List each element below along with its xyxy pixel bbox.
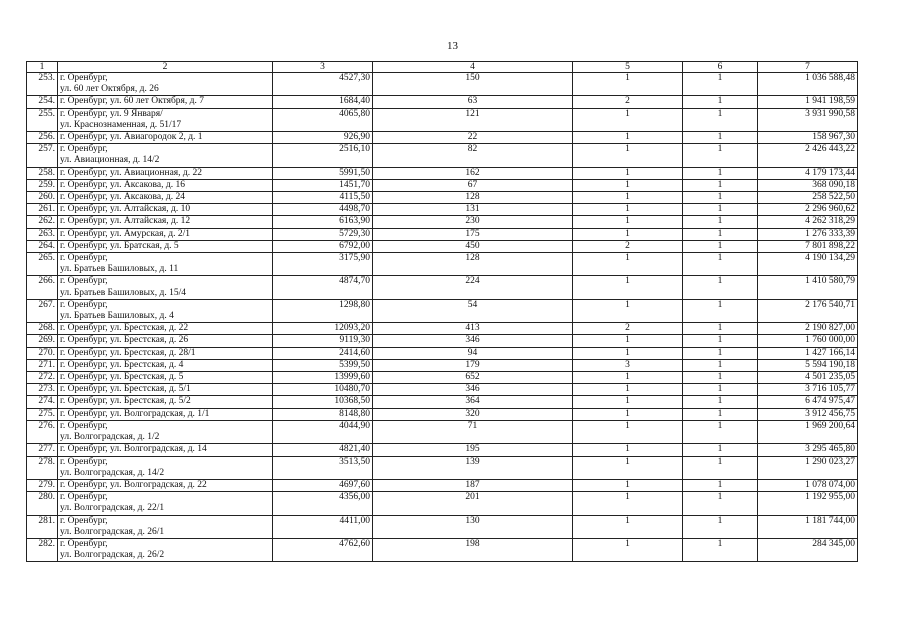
column-5-cell: 1 (573, 515, 683, 538)
table-body (27, 73, 858, 562)
cost-cell: 1 760 000,00 (758, 335, 858, 347)
area-cell: 1684,40 (273, 96, 373, 108)
table-row (27, 384, 858, 396)
column-6-cell: 1 (683, 420, 758, 443)
address-cell (58, 479, 273, 491)
address-cell (58, 323, 273, 335)
residents-cell: 22 (373, 132, 573, 144)
column-6-cell: 1 (683, 253, 758, 276)
address-line: г. Оренбург, ул. Алтайская, д. 10 (60, 204, 191, 215)
cost-cell: 4 262 318,29 (758, 216, 858, 228)
table-row (27, 299, 858, 322)
table-row (27, 73, 858, 96)
residents-cell: 224 (373, 276, 573, 299)
address-line: г. Оренбург, ул. 60 лет Октября, д. 7 (60, 96, 204, 107)
cost-cell: 1 276 333,39 (758, 228, 858, 240)
column-header: 1 (27, 62, 58, 73)
column-5-cell: 2 (573, 240, 683, 252)
address-line: г. Оренбург, (60, 253, 108, 264)
column-5-cell: 1 (573, 253, 683, 276)
area-cell: 4821,40 (273, 444, 373, 456)
address-cell (58, 132, 273, 144)
column-6-cell: 1 (683, 192, 758, 204)
cost-cell: 2 190 827,00 (758, 323, 858, 335)
row-number: 261. (27, 204, 58, 216)
address-line: г. Оренбург, (60, 144, 108, 155)
table-row (27, 167, 858, 179)
row-number: 267. (27, 299, 58, 322)
column-6-cell: 1 (683, 299, 758, 322)
column-5-cell: 3 (573, 359, 683, 371)
address-cell (58, 515, 273, 538)
column-6-cell: 1 (683, 216, 758, 228)
residents-cell: 128 (373, 253, 573, 276)
address-line: ул. Волгоградская, д. 14/2 (60, 467, 165, 478)
address-cell (58, 347, 273, 359)
address-cell (58, 167, 273, 179)
area-cell: 10480,70 (273, 384, 373, 396)
column-5-cell: 1 (573, 228, 683, 240)
residents-cell: 130 (373, 515, 573, 538)
housing-registry-table (26, 61, 858, 562)
area-cell: 4065,80 (273, 108, 373, 131)
address-cell (58, 216, 273, 228)
area-cell: 6163,90 (273, 216, 373, 228)
area-cell: 4527,30 (273, 73, 373, 96)
residents-cell: 121 (373, 108, 573, 131)
address-line: г. Оренбург, ул. Волгоградская, д. 14 (60, 444, 207, 455)
table-row (27, 144, 858, 167)
address-line: г. Оренбург, (60, 73, 108, 83)
cost-cell: 4 501 235,05 (758, 372, 858, 384)
address-line: г. Оренбург, ул. Авиагородок 2, д. 1 (60, 132, 203, 143)
address-line: г. Оренбург, ул. Волгоградская, д. 1/1 (60, 408, 210, 419)
column-header: 3 (273, 62, 373, 73)
column-6-cell: 1 (683, 335, 758, 347)
row-number: 253. (27, 73, 58, 96)
column-5-cell: 1 (573, 456, 683, 479)
cost-cell: 6 474 975,47 (758, 396, 858, 408)
address-line: ул. 60 лет Октября, д. 26 (60, 84, 159, 95)
address-cell (58, 253, 273, 276)
cost-cell: 158 967,30 (758, 132, 858, 144)
column-6-cell: 1 (683, 372, 758, 384)
cost-cell: 3 295 465,80 (758, 444, 858, 456)
column-6-cell: 1 (683, 179, 758, 191)
area-cell: 4115,50 (273, 192, 373, 204)
address-cell (58, 276, 273, 299)
column-6-cell: 1 (683, 276, 758, 299)
residents-cell: 162 (373, 167, 573, 179)
row-number: 272. (27, 372, 58, 384)
address-cell (58, 444, 273, 456)
table-row (27, 347, 858, 359)
column-5-cell: 1 (573, 479, 683, 491)
row-number: 269. (27, 335, 58, 347)
row-number: 254. (27, 96, 58, 108)
cost-cell: 5 594 190,18 (758, 359, 858, 371)
table-row (27, 253, 858, 276)
column-5-cell: 1 (573, 108, 683, 131)
residents-cell: 346 (373, 335, 573, 347)
column-6-cell: 1 (683, 347, 758, 359)
residents-cell: 320 (373, 408, 573, 420)
cost-cell: 1 410 580,79 (758, 276, 858, 299)
address-line: ул. Братьев Башиловых, д. 15/4 (60, 287, 186, 298)
header-row (27, 62, 858, 73)
row-number: 270. (27, 347, 58, 359)
residents-cell: 413 (373, 323, 573, 335)
cost-cell: 3 912 456,75 (758, 408, 858, 420)
residents-cell: 230 (373, 216, 573, 228)
column-header: 7 (758, 62, 858, 73)
row-number: 276. (27, 420, 58, 443)
address-line: ул. Краснознаменная, д. 51/17 (60, 119, 182, 130)
residents-cell: 346 (373, 384, 573, 396)
cost-cell: 3 716 105,77 (758, 384, 858, 396)
row-number: 275. (27, 408, 58, 420)
column-5-cell: 1 (573, 216, 683, 228)
address-line: г. Оренбург, (60, 538, 108, 549)
address-line: г. Оренбург, ул. Брестская, д. 28/1 (60, 347, 196, 358)
row-number: 264. (27, 240, 58, 252)
address-line: г. Оренбург, ул. Волгоградская, д. 22 (60, 479, 207, 490)
address-cell (58, 420, 273, 443)
address-line: г. Оренбург, ул. Брестская, д. 22 (60, 323, 189, 334)
area-cell: 3513,50 (273, 456, 373, 479)
residents-cell: 82 (373, 144, 573, 167)
table-row (27, 228, 858, 240)
cost-cell: 3 931 990,58 (758, 108, 858, 131)
table-row (27, 216, 858, 228)
address-line: г. Оренбург, ул. Алтайская, д. 12 (60, 216, 191, 227)
column-6-cell: 1 (683, 408, 758, 420)
residents-cell: 131 (373, 204, 573, 216)
residents-cell: 63 (373, 96, 573, 108)
cost-cell: 1 427 166,14 (758, 347, 858, 359)
column-6-cell: 1 (683, 108, 758, 131)
area-cell: 4356,00 (273, 492, 373, 515)
column-5-cell: 1 (573, 492, 683, 515)
residents-cell: 128 (373, 192, 573, 204)
address-line: г. Оренбург, (60, 515, 108, 526)
residents-cell: 175 (373, 228, 573, 240)
area-cell: 5729,30 (273, 228, 373, 240)
area-cell: 10368,50 (273, 396, 373, 408)
column-5-cell: 1 (573, 132, 683, 144)
table-row (27, 204, 858, 216)
table-row (27, 396, 858, 408)
column-5-cell: 1 (573, 299, 683, 322)
area-cell: 4762,60 (273, 538, 373, 561)
address-cell (58, 384, 273, 396)
row-number: 262. (27, 216, 58, 228)
cost-cell: 2 426 443,22 (758, 144, 858, 167)
address-line: ул. Волгоградская, д. 1/2 (60, 432, 160, 443)
table-row (27, 372, 858, 384)
table-row (27, 515, 858, 538)
address-line: г. Оренбург, ул. Брестская, д. 5 (60, 372, 184, 383)
residents-cell: 67 (373, 179, 573, 191)
area-cell: 5399,50 (273, 359, 373, 371)
address-line: г. Оренбург, (60, 456, 108, 467)
column-5-cell: 1 (573, 384, 683, 396)
row-number: 260. (27, 192, 58, 204)
address-cell (58, 108, 273, 131)
column-6-cell: 1 (683, 492, 758, 515)
cost-cell: 4 179 173,44 (758, 167, 858, 179)
address-cell (58, 372, 273, 384)
column-header: 4 (373, 62, 573, 73)
residents-cell: 652 (373, 372, 573, 384)
cost-cell: 1 181 744,00 (758, 515, 858, 538)
column-6-cell: 1 (683, 323, 758, 335)
address-cell (58, 299, 273, 322)
area-cell: 4411,00 (273, 515, 373, 538)
residents-cell: 150 (373, 73, 573, 96)
column-6-cell: 1 (683, 456, 758, 479)
address-cell (58, 96, 273, 108)
address-line: ул. Братьев Башиловых, д. 4 (60, 311, 174, 322)
column-6-cell: 1 (683, 73, 758, 96)
address-line: ул. Волгоградская, д. 26/1 (60, 526, 165, 537)
address-line: ул. Волгоградская, д. 22/1 (60, 503, 165, 514)
address-line: г. Оренбург, ул. Брестская, д. 26 (60, 335, 189, 346)
address-cell (58, 228, 273, 240)
area-cell: 4697,60 (273, 479, 373, 491)
column-6-cell: 1 (683, 538, 758, 561)
table-row (27, 359, 858, 371)
column-6-cell: 1 (683, 479, 758, 491)
cost-cell: 2 176 540,71 (758, 299, 858, 322)
row-number: 280. (27, 492, 58, 515)
cost-cell: 1 969 200,64 (758, 420, 858, 443)
residents-cell: 198 (373, 538, 573, 561)
area-cell: 6792,00 (273, 240, 373, 252)
residents-cell: 54 (373, 299, 573, 322)
address-line: ул. Волгоградская, д. 26/2 (60, 550, 165, 561)
residents-cell: 187 (373, 479, 573, 491)
row-number: 259. (27, 179, 58, 191)
column-5-cell: 1 (573, 144, 683, 167)
address-cell (58, 240, 273, 252)
cost-cell: 2 296 960,62 (758, 204, 858, 216)
table-row (27, 538, 858, 561)
column-5-cell: 1 (573, 73, 683, 96)
address-cell (58, 73, 273, 96)
column-5-cell: 1 (573, 335, 683, 347)
row-number: 277. (27, 444, 58, 456)
row-number: 268. (27, 323, 58, 335)
row-number: 257. (27, 144, 58, 167)
column-5-cell: 2 (573, 323, 683, 335)
table-row (27, 108, 858, 131)
address-line: ул. Авиационная, д. 14/2 (60, 155, 160, 166)
address-cell (58, 538, 273, 561)
column-6-cell: 1 (683, 515, 758, 538)
row-number: 274. (27, 396, 58, 408)
column-6-cell: 1 (683, 132, 758, 144)
table-row (27, 323, 858, 335)
table-row (27, 240, 858, 252)
column-5-cell: 1 (573, 408, 683, 420)
cost-cell: 1 036 588,48 (758, 73, 858, 96)
column-6-cell: 1 (683, 144, 758, 167)
residents-cell: 179 (373, 359, 573, 371)
area-cell: 13999,60 (273, 372, 373, 384)
column-6-cell: 1 (683, 96, 758, 108)
row-number: 271. (27, 359, 58, 371)
address-cell (58, 204, 273, 216)
column-6-cell: 1 (683, 359, 758, 371)
area-cell: 12093,20 (273, 323, 373, 335)
cost-cell: 1 192 955,00 (758, 492, 858, 515)
row-number: 281. (27, 515, 58, 538)
cost-cell: 258 522,50 (758, 192, 858, 204)
table-row (27, 96, 858, 108)
row-number: 266. (27, 276, 58, 299)
address-cell (58, 144, 273, 167)
area-cell: 4498,70 (273, 204, 373, 216)
table-row (27, 492, 858, 515)
table-row (27, 444, 858, 456)
address-line: г. Оренбург, (60, 276, 108, 287)
column-6-cell: 1 (683, 167, 758, 179)
area-cell: 5991,50 (273, 167, 373, 179)
column-6-cell: 1 (683, 396, 758, 408)
cost-cell: 1 078 074,00 (758, 479, 858, 491)
residents-cell: 94 (373, 347, 573, 359)
column-5-cell: 1 (573, 420, 683, 443)
area-cell: 9119,30 (273, 335, 373, 347)
row-number: 265. (27, 253, 58, 276)
residents-cell: 71 (373, 420, 573, 443)
table-row (27, 276, 858, 299)
row-number: 258. (27, 167, 58, 179)
row-number: 282. (27, 538, 58, 561)
table-row (27, 179, 858, 191)
row-number: 273. (27, 384, 58, 396)
table-row (27, 132, 858, 144)
area-cell: 4044,90 (273, 420, 373, 443)
address-line: г. Оренбург, (60, 492, 108, 503)
area-cell: 3175,90 (273, 253, 373, 276)
address-line: г. Оренбург, ул. Брестская, д. 5/1 (60, 384, 191, 395)
area-cell: 1298,80 (273, 299, 373, 322)
page-number: 13 (447, 40, 458, 52)
cost-cell: 368 090,18 (758, 179, 858, 191)
column-6-cell: 1 (683, 444, 758, 456)
column-header: 5 (573, 62, 683, 73)
column-5-cell: 1 (573, 538, 683, 561)
column-5-cell: 1 (573, 276, 683, 299)
area-cell: 2516,10 (273, 144, 373, 167)
cost-cell: 284 345,00 (758, 538, 858, 561)
table-row (27, 192, 858, 204)
residents-cell: 201 (373, 492, 573, 515)
row-number: 263. (27, 228, 58, 240)
area-cell: 2414,60 (273, 347, 373, 359)
address-line: г. Оренбург, ул. Брестская, д. 4 (60, 359, 184, 370)
column-5-cell: 1 (573, 167, 683, 179)
address-line: г. Оренбург, ул. Аксакова, д. 24 (60, 192, 185, 203)
area-cell: 926,90 (273, 132, 373, 144)
residents-cell: 450 (373, 240, 573, 252)
address-cell (58, 492, 273, 515)
area-cell: 1451,70 (273, 179, 373, 191)
address-cell (58, 396, 273, 408)
table-row (27, 479, 858, 491)
table-row (27, 408, 858, 420)
cost-cell: 4 190 134,29 (758, 253, 858, 276)
address-cell (58, 359, 273, 371)
column-5-cell: 1 (573, 204, 683, 216)
address-cell (58, 192, 273, 204)
cost-cell: 1 941 198,59 (758, 96, 858, 108)
column-6-cell: 1 (683, 240, 758, 252)
area-cell: 4874,70 (273, 276, 373, 299)
address-cell (58, 456, 273, 479)
cost-cell: 7 801 898,22 (758, 240, 858, 252)
column-5-cell: 1 (573, 396, 683, 408)
column-header: 2 (58, 62, 273, 73)
address-line: г. Оренбург, ул. Авиационная, д. 22 (60, 167, 203, 178)
residents-cell: 139 (373, 456, 573, 479)
address-line: г. Оренбург, ул. Аксакова, д. 16 (60, 179, 185, 190)
residents-cell: 364 (373, 396, 573, 408)
row-number: 256. (27, 132, 58, 144)
cost-cell: 1 290 023,27 (758, 456, 858, 479)
address-line: г. Оренбург, (60, 299, 108, 310)
column-5-cell: 1 (573, 192, 683, 204)
column-header: 6 (683, 62, 758, 73)
address-line: г. Оренбург, ул. 9 Января/ (60, 108, 163, 119)
column-5-cell: 2 (573, 96, 683, 108)
address-line: г. Оренбург, ул. Братская, д. 5 (60, 240, 179, 251)
address-line: г. Оренбург, (60, 420, 108, 431)
address-line: г. Оренбург, ул. Амурская, д. 2/1 (60, 228, 190, 239)
column-5-cell: 1 (573, 179, 683, 191)
address-cell (58, 179, 273, 191)
column-6-cell: 1 (683, 384, 758, 396)
address-line: ул. Братьев Башиловых, д. 11 (60, 264, 179, 275)
table-row (27, 335, 858, 347)
column-6-cell: 1 (683, 204, 758, 216)
address-cell (58, 408, 273, 420)
table-row (27, 456, 858, 479)
table-row (27, 420, 858, 443)
column-5-cell: 1 (573, 372, 683, 384)
row-number: 279. (27, 479, 58, 491)
address-cell (58, 335, 273, 347)
address-line: г. Оренбург, ул. Брестская, д. 5/2 (60, 396, 191, 407)
residents-cell: 195 (373, 444, 573, 456)
area-cell: 8148,80 (273, 408, 373, 420)
row-number: 255. (27, 108, 58, 131)
column-5-cell: 1 (573, 347, 683, 359)
column-6-cell: 1 (683, 228, 758, 240)
column-5-cell: 1 (573, 444, 683, 456)
row-number: 278. (27, 456, 58, 479)
